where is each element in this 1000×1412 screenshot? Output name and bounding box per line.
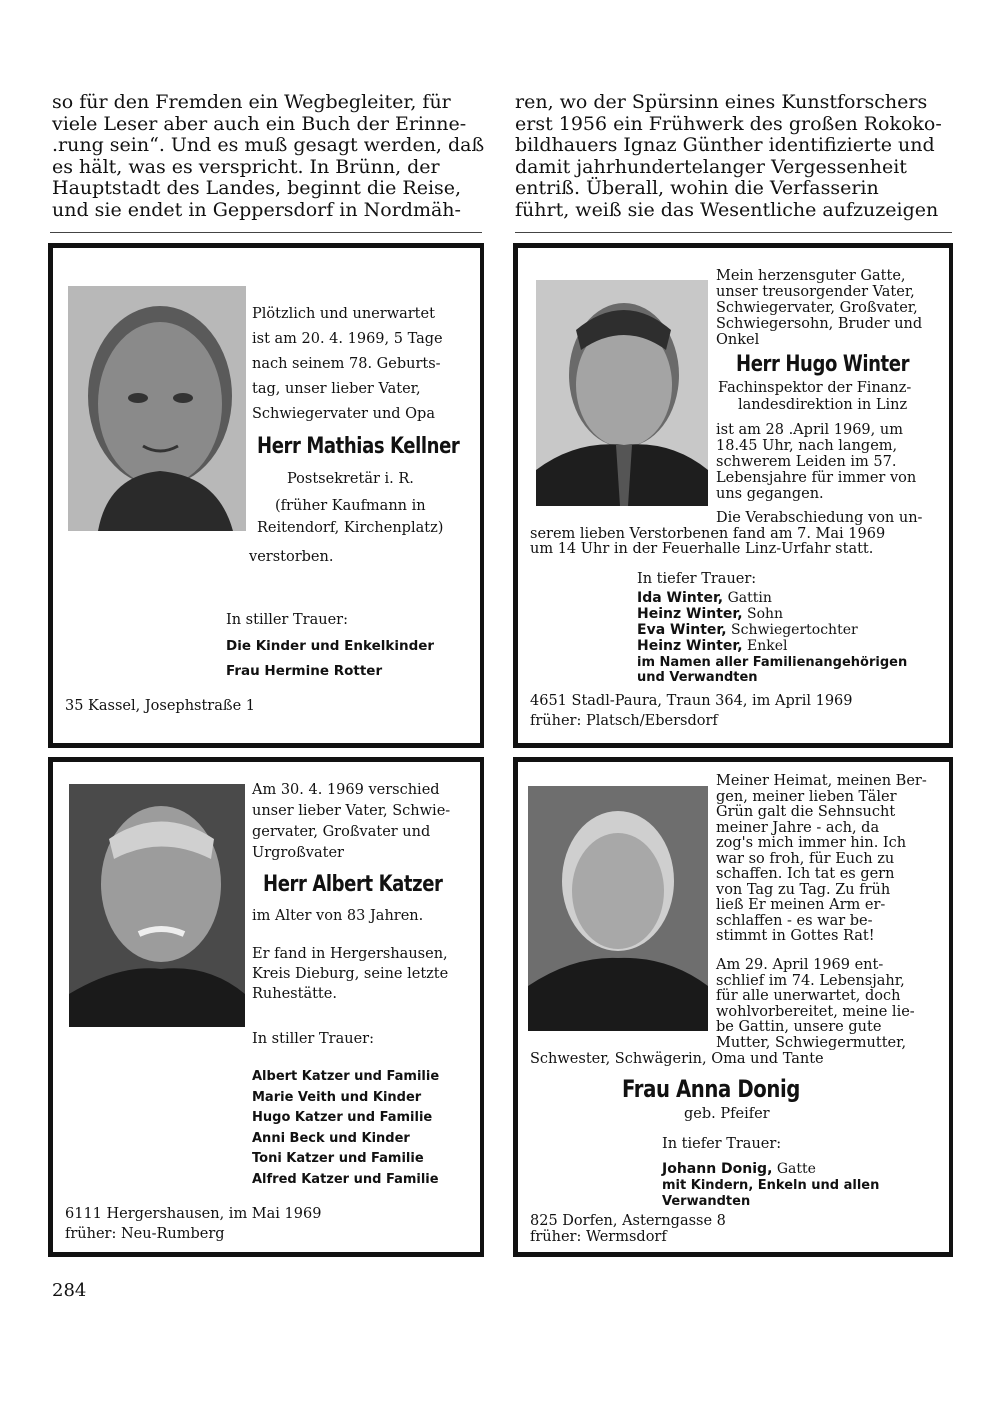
text-line: schaffen. Ich tat es gern	[716, 866, 895, 882]
mourner: Heinz Winter, Sohn	[637, 606, 784, 622]
intro-left-column	[52, 91, 485, 221]
mourning-intro: In stiller Trauer:	[252, 1031, 374, 1047]
intro-line: entriß. Überall, wohin die Verfasserin	[515, 177, 879, 199]
text-line: unser lieber Vater, Schwie-	[252, 803, 451, 819]
mourner: Hugo Katzer und Familie	[252, 1110, 433, 1125]
page-number: 284	[52, 1280, 87, 1301]
deceased-title: Fachinspektor der Finanz-	[718, 380, 912, 396]
obituary-donig	[513, 757, 953, 1257]
mourner: Die Kinder und Enkelkinder	[226, 638, 435, 654]
mourner-list	[637, 590, 858, 654]
text-line: tag, unser lieber Vater,	[252, 381, 421, 397]
former-residence: früher: Platsch/Ebersdorf	[530, 713, 718, 729]
text-line: zog's mich immer hin. Ich	[716, 835, 907, 851]
former-residence: (früher Kaufmann in	[275, 498, 426, 514]
mourner: Alfred Katzer und Familie	[252, 1171, 439, 1187]
mourner: Eva Winter, Schwiegertochter	[637, 622, 858, 638]
mourner: Johann Donig, Gatte	[662, 1161, 816, 1177]
intro-line: und sie endet in Geppersdorf in Nordmäh-	[52, 198, 461, 221]
death-note: verstorben.	[249, 549, 334, 565]
text-line: Grün galt die Sehnsucht	[716, 804, 896, 820]
text-line: uns gegangen.	[716, 486, 824, 502]
mourner: Toni Katzer und Familie	[252, 1151, 424, 1166]
former-residence: früher: Wermsdorf	[530, 1229, 667, 1245]
text-line: für alle unerwartet, doch	[716, 988, 901, 1004]
intro-line: erst 1956 ein Frühwerk des großen Rokoko-	[515, 112, 942, 135]
deceased-title: Postsekretär i. R.	[287, 471, 414, 487]
text-line: Mutter, Schwiegermutter,	[716, 1034, 907, 1051]
text-line: Urgroßvater	[252, 845, 344, 861]
text-line: Er fand in Hergershausen,	[252, 946, 448, 962]
intro-line: .rung sein“. Und es muß gesagt werden, daß	[52, 134, 485, 156]
address: 4651 Stadl-Paura, Traun 364, im April 1969	[530, 693, 853, 709]
notice-text	[252, 302, 472, 427]
text-line: 18.45 Uhr, nach langem,	[716, 438, 898, 454]
mourner: Frau Hermine Rotter	[226, 663, 383, 679]
text-line: ließ Er meinen Arm er-	[716, 897, 886, 913]
family-note: im Namen aller Familienangehörigen	[637, 655, 908, 670]
text-line: Mein herzensguter Gatte,	[716, 268, 906, 284]
former-residence: früher: Neu-Rumberg	[65, 1226, 225, 1242]
mourning-intro: In stiller Trauer:	[226, 612, 348, 628]
intro-line: bildhauers Ignaz Günther identifizierte und	[515, 134, 935, 156]
deceased-name: Frau Anna Donig	[622, 1075, 800, 1103]
deceased-title: landesdirektion in Linz	[738, 397, 908, 413]
text-line: Kreis Dieburg, seine letzte	[252, 966, 449, 982]
family-note: und Verwandten	[637, 670, 758, 685]
family-note: mit Kindern, Enkeln und allen	[662, 1178, 880, 1193]
text-line: nach seinem 78. Geburts-	[252, 356, 441, 372]
text-line: Schwiegersohn, Bruder und	[716, 316, 923, 332]
intro-line: es hält, was es verspricht. In Brünn, der	[52, 155, 440, 178]
address: 6111 Hergershausen, im Mai 1969	[65, 1206, 322, 1222]
text-line: war so froh, für Euch zu	[716, 850, 895, 867]
divider	[50, 232, 482, 233]
obituary-kellner	[48, 243, 484, 748]
family-note: Verwandten	[662, 1194, 751, 1209]
text-line: gen, meiner lieben Täler	[716, 788, 897, 805]
intro-line: viele Leser aber auch ein Buch der Erinne-	[52, 112, 467, 135]
death-text	[716, 958, 936, 1051]
text-line: meiner Jahre - ach, da	[716, 819, 880, 836]
mourner: Ida Winter, Gattin	[637, 590, 772, 606]
mourning-intro: In tiefer Trauer:	[662, 1136, 782, 1152]
text-line: Schwiegervater und Opa	[252, 406, 435, 422]
intro-line: damit jahrhundertelanger Vergessenheit	[515, 155, 907, 178]
text-line: Meiner Heimat, meinen Ber-	[716, 773, 927, 789]
funeral-text: um 14 Uhr in der Feuerhalle Linz-Urfahr statt.	[530, 541, 874, 557]
rest-text	[252, 944, 470, 1004]
address: 35 Kassel, Josephstraße 1	[65, 698, 255, 714]
text-line: Am 30. 4. 1969 verschied	[252, 782, 440, 798]
portrait-photo	[528, 786, 708, 1031]
intro-line: ren, wo der Spürsinn eines Kunstforschers	[515, 91, 928, 113]
portrait-photo	[69, 784, 245, 1027]
text-line: unser treusorgender Vater,	[716, 284, 915, 300]
notice-text	[716, 268, 936, 348]
mourner: Marie Veith und Kinder	[252, 1089, 422, 1105]
divider	[515, 232, 952, 233]
portrait-photo	[536, 280, 708, 506]
death-text	[716, 422, 936, 502]
text-line: Lebensjahre für immer von	[716, 470, 917, 486]
obituary-winter	[513, 243, 953, 748]
intro-line: Hauptstadt des Landes, beginnt die Reise,	[52, 177, 462, 199]
funeral-text: Die Verabschiedung von un-	[716, 510, 923, 526]
funeral-text: serem lieben Verstorbenen fand am 7. Mai 1969	[530, 526, 886, 542]
text-line: ist am 28 .April 1969, um	[716, 422, 903, 438]
text-line: schwerem Leiden im 57.	[716, 454, 897, 470]
age-note: im Alter von 83 Jahren.	[252, 908, 424, 924]
text-line: be Gattin, unsere gute	[716, 1019, 882, 1035]
intro-right-column	[515, 92, 950, 221]
portrait-photo	[68, 286, 246, 531]
poem-text	[716, 774, 936, 945]
notice-text	[252, 780, 470, 864]
obituary-katzer	[48, 757, 484, 1257]
text-line: stimmt in Gottes Rat!	[716, 928, 875, 944]
mourner-list	[252, 1067, 439, 1190]
deceased-name: Herr Hugo Winter	[736, 352, 910, 377]
text-line: von Tag zu Tag. Zu früh	[716, 881, 891, 898]
mourning-intro: In tiefer Trauer:	[637, 571, 757, 587]
text-line: ist am 20. 4. 1969, 5 Tage	[252, 331, 443, 347]
relations: Schwester, Schwägerin, Oma und Tante	[530, 1051, 824, 1067]
text-line: gervater, Großvater und	[252, 824, 431, 840]
intro-line: so für den Fremden ein Wegbegleiter, für	[52, 91, 451, 113]
text-line: Onkel	[716, 332, 760, 348]
text-line: Ruhestätte.	[252, 986, 337, 1002]
intro-line: führt, weiß sie das Wesentliche aufzuzeigen	[515, 198, 939, 221]
deceased-name: Herr Albert Katzer	[263, 872, 443, 897]
mourner: Albert Katzer und Familie	[252, 1069, 440, 1084]
text-line: Am 29. April 1969 ent-	[716, 957, 884, 973]
deceased-name: Herr Mathias Kellner	[257, 434, 460, 459]
text-line: Plötzlich und unerwartet	[252, 306, 435, 322]
text-line: schlief im 74. Lebensjahr,	[716, 972, 905, 989]
address: 825 Dorfen, Asterngasse 8	[530, 1213, 726, 1229]
text-line: Schwiegervater, Großvater,	[716, 300, 918, 316]
former-residence: Reitendorf, Kirchenplatz)	[257, 520, 444, 536]
mourner: Heinz Winter, Enkel	[637, 638, 788, 654]
text-line: schlaffen - es war be-	[716, 912, 873, 929]
birth-name: geb. Pfeifer	[684, 1106, 770, 1122]
text-line: wohlvorbereitet, meine lie-	[716, 1003, 915, 1020]
mourner: Anni Beck und Kinder	[252, 1130, 410, 1146]
